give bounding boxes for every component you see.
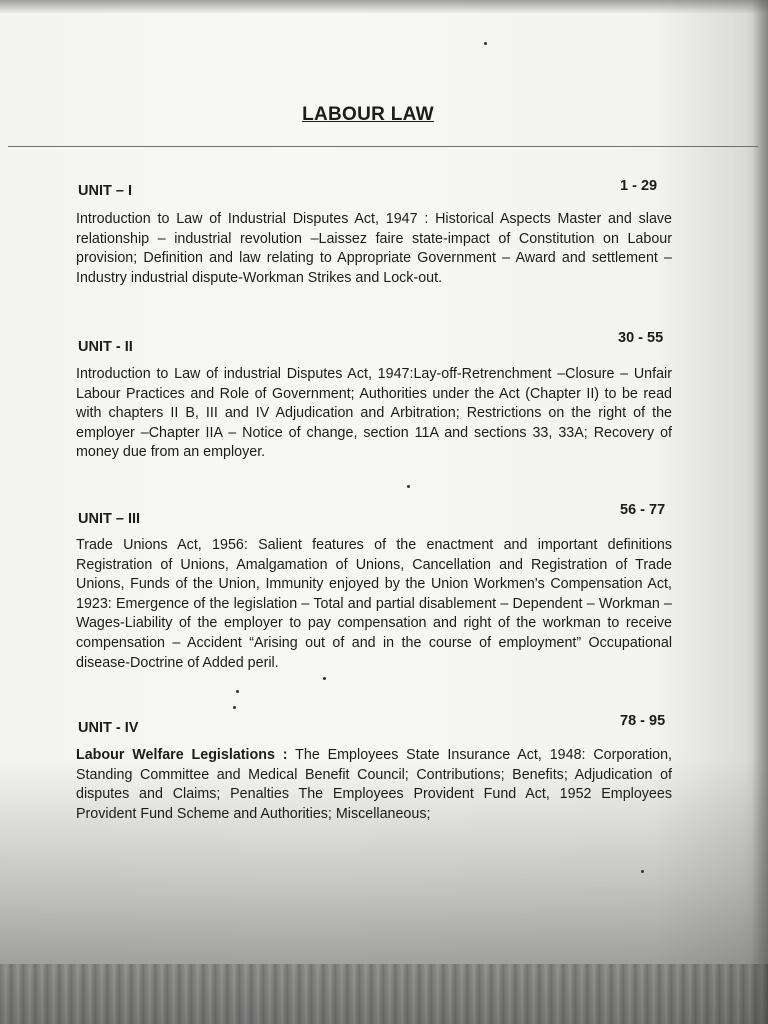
unit-3-page-range: 56 - 77 [620, 502, 666, 518]
unit-4-lead: Labour Welfare Legislations : [76, 747, 288, 763]
scan-speck [323, 677, 326, 680]
scan-speck [233, 706, 236, 709]
document-title: LABOUR LAW [302, 104, 434, 125]
scan-speck [236, 690, 239, 693]
unit-2-page-range: 30 - 55 [618, 330, 664, 346]
unit-4-text: The Employees State Insurance Act, 1948: Corporation, Standing Committee and Medical Benefit Council; Contributions; Benefits; Adjudication of disputes and Claims; Penalties The Employees Provident Fund Act, 1952 Employees Provident Fund Scheme and Authorities; Miscellaneous; [76, 747, 673, 822]
unit-3-description: Trade Unions Act, 1956: Salient features of the enactment and important definitions Registration of Unions, Amalgamation of Unions, Cancellation and Registration of Trade Unions, Funds of the Union, Immunity enjoyed by the Union Workmen's Compensation Act, 1923: Emergence of the legislation – Total and partial disablement – Dependent – Workman – Wages-Liability of the employer to pay compensation and right of the workman to receive compensation – Accident “Arising out of and in the course of employment” Occupational disease-Doctrine of Added peril. [76, 537, 672, 671]
scan-right-edge [752, 0, 768, 1024]
unit-4-description [76, 746, 672, 824]
scan-speck [407, 485, 410, 488]
unit-1-page-range: 1 - 29 [620, 178, 658, 194]
unit-1-description: Introduction to Law of Industrial Disputes Act, 1947 : Historical Aspects Master and slave relationship – industrial revolution –Laissez faire state-impact of Constitution on Labour provision; Definition and law relating to Appropriate Government – Award and settlement – Industry industrial dispute-Workman Strikes and Lock-out. [76, 211, 672, 286]
unit-1-heading: UNIT – I [78, 183, 132, 199]
title-divider [8, 146, 758, 147]
unit-3-heading: UNIT – III [78, 511, 141, 527]
scan-top-shadow [0, 0, 768, 14]
scan-speck [641, 870, 644, 873]
unit-2-heading: UNIT - II [78, 339, 133, 355]
scan-bottom-shadow [0, 964, 768, 1024]
scan-speck [484, 42, 487, 45]
unit-4-page-range: 78 - 95 [620, 713, 666, 729]
unit-4-heading: UNIT - IV [78, 720, 139, 736]
unit-2-description: Introduction to Law of industrial Disputes Act, 1947:Lay-off-Retrenchment –Closure – Unfair Labour Practices and Role of Government; Authorities under the Act (Chapter II) to be read with chapters II B, III and IV Adjudication and Arbitration; Restrictions on the right of the employer –Chapter IIA – Notice of change, section 11A and sections 33, 33A; Recovery of money due from an employer. [76, 366, 672, 461]
